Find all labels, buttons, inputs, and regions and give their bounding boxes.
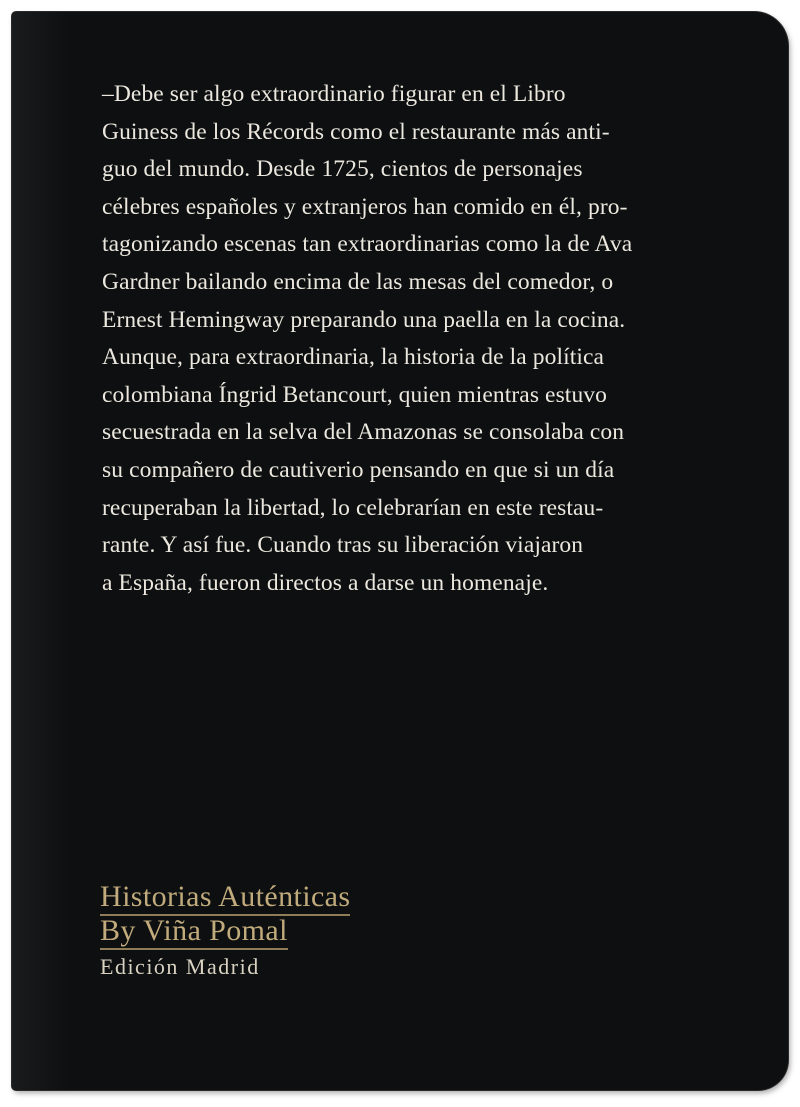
paragraph-line: tagonizando escenas tan extraordinarias como la de Ava xyxy=(102,231,633,258)
paragraph-line: Gardner bailando encima de las mesas del comedor, o xyxy=(102,268,614,295)
brand-block xyxy=(100,880,350,984)
paragraph-line: Ernest Hemingway preparando una paella en la cocina. xyxy=(102,306,626,333)
paragraph-line: su compañero de cautiverio pensando en que si un día xyxy=(102,456,615,483)
paragraph-line: secuestrada en la selva del Amazonas se consolaba con xyxy=(102,419,625,446)
brand-title-text-1: Historias Auténticas xyxy=(100,880,350,916)
book-back-cover xyxy=(12,12,788,1090)
story-paragraph xyxy=(102,76,742,602)
paragraph-line: célebres españoles y extranjeros han comido en él, pro- xyxy=(102,193,628,220)
brand-title-line-2 xyxy=(100,914,350,948)
paragraph-line: a España, fueron directos a darse un homenaje. xyxy=(102,569,549,596)
paragraph-line: Guiness de los Récords como el restaurante más anti- xyxy=(102,118,610,145)
paragraph-line: recuperaban la libertad, lo celebrarían en este restau- xyxy=(102,494,604,521)
paragraph-line: Aunque, para extraordinaria, la historia de la política xyxy=(102,344,605,371)
paragraph-line: –Debe ser algo extraordinario figurar en el Libro xyxy=(102,81,566,107)
paragraph-line: guo del mundo. Desde 1725, cientos de personajes xyxy=(102,156,583,183)
edition-label: Edición Madrid xyxy=(100,954,260,979)
paragraph-line: rante. Y así fue. Cuando tras su liberación viajaron xyxy=(102,532,584,559)
brand-title-line-1 xyxy=(100,880,350,914)
brand-title-text-2: By Viña Pomal xyxy=(100,914,288,950)
paragraph-line: colombiana Íngrid Betancourt, quien mientras estuvo xyxy=(102,381,607,408)
